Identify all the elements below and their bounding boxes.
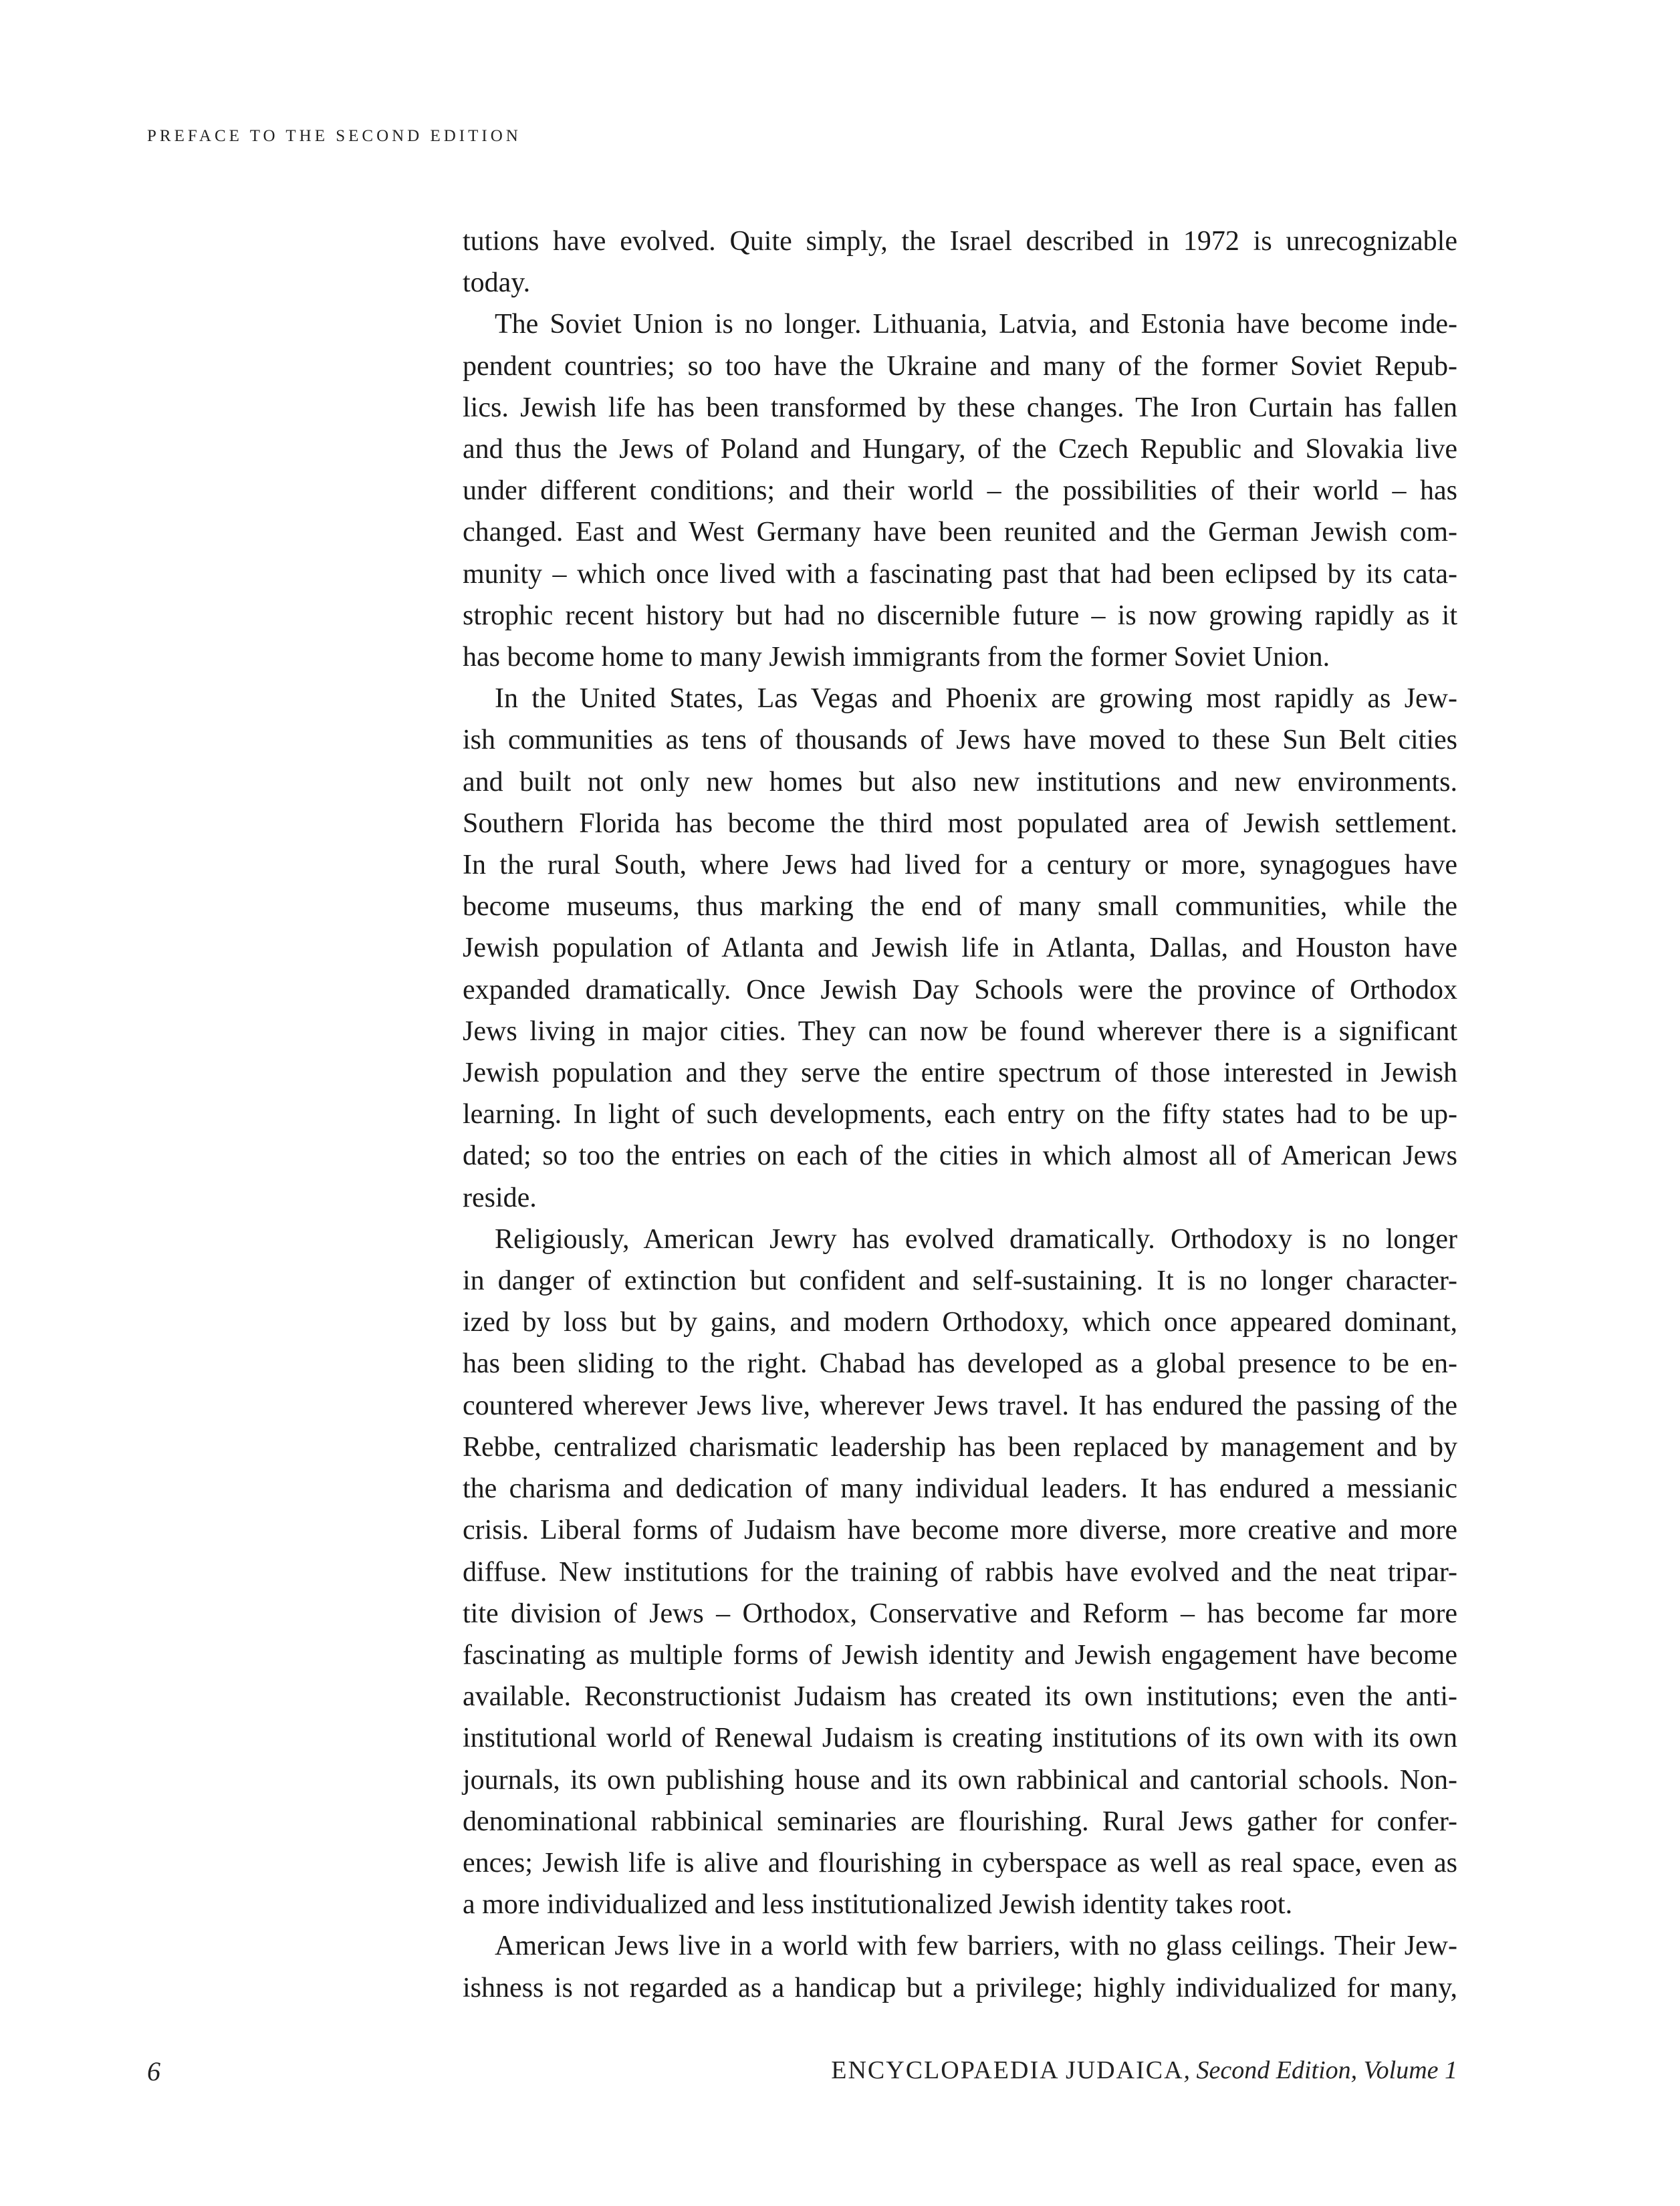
text-line: has been sliding to the right. Chabad has developed as a global presence to be en- [463, 1348, 1457, 1380]
footer-edition: , Second Edition, Volume 1 [1183, 2056, 1457, 2084]
text-line: Rebbe, centralized charismatic leadership has been replaced by management and by [463, 1431, 1457, 1463]
paragraph [463, 1219, 1457, 1925]
running-head: PREFACE TO THE SECOND EDITION [147, 127, 521, 145]
text-line: ishness is not regarded as a handicap but a privilege; highly individualized for many, [463, 1972, 1457, 2003]
paragraph [463, 303, 1457, 678]
text-line: diffuse. New institutions for the training of rabbis have evolved and the neat tripar- [463, 1556, 1457, 1588]
footer-title: ENCYCLOPAEDIA JUDAICA [831, 2056, 1184, 2084]
paragraph [463, 1925, 1457, 2008]
text-line: countered wherever Jews live, wherever Jews travel. It has endured the passing of the [463, 1390, 1457, 1421]
text-line: journals, its own publishing house and its own rabbinical and cantorial schools. Non- [463, 1764, 1457, 1796]
text-line: ences; Jewish life is alive and flourishing in cyberspace as well as real space, even as [463, 1847, 1457, 1878]
text-line: Jewish population and they serve the entire spectrum of those interested in Jewish [463, 1058, 1457, 1089]
page-number: 6 [147, 2056, 160, 2086]
text-line: denominational rabbinical seminaries are flourishing. Rural Jews gather for confer- [463, 1806, 1457, 1837]
text-line: lics. Jewish life has been transformed by these changes. The Iron Curtain has fallen [463, 392, 1457, 423]
text-line: Southern Florida has become the third most populated area of Jewish settlement. [463, 808, 1457, 839]
text-line: Jews living in major cities. They can now be found wherever there is a significant [463, 1015, 1457, 1047]
text-line: and built not only new homes but also new institutions and new environments. [463, 766, 1457, 798]
text-line: and thus the Jews of Poland and Hungary, of the Czech Republic and Slovakia live [463, 434, 1457, 465]
text-line: a more individualized and less institutionalized Jewish identity takes root. [463, 1889, 1293, 1921]
body-text [463, 221, 1457, 2009]
text-line: In the United States, Las Vegas and Phoenix are growing most rapidly as Jew- [495, 683, 1457, 715]
text-line: learning. In light of such developments, each entry on the fifty states had to be up- [463, 1099, 1457, 1130]
paragraph [463, 678, 1457, 1219]
text-line: strophic recent history but had no discernible future – is now growing rapidly as it [463, 600, 1457, 631]
text-line: become museums, thus marking the end of many small communities, while the [463, 891, 1457, 923]
text-line: In the rural South, where Jews had lived for a century or more, synagogues have [463, 850, 1457, 881]
text-line: in danger of extinction but confident and self-sustaining. It is no longer character- [463, 1265, 1457, 1297]
text-line: ish communities as tens of thousands of Jews have moved to these Sun Belt cities [463, 725, 1457, 756]
text-line: tite division of Jews – Orthodox, Conservative and Reform – has become far more [463, 1598, 1457, 1629]
text-line: today. [463, 267, 531, 299]
text-line: ized by loss but by gains, and modern Orthodoxy, which once appeared dominant, [463, 1307, 1457, 1338]
text-line: the charisma and dedication of many individual leaders. It has endured a messianic [463, 1473, 1457, 1505]
text-line: changed. East and West Germany have been reunited and the German Jewish com- [463, 517, 1457, 548]
text-line: available. Reconstructionist Judaism has created its own institutions; even the anti- [463, 1681, 1457, 1713]
text-line: has become home to many Jewish immigrants from the former Soviet Union. [463, 642, 1330, 673]
text-line: fascinating as multiple forms of Jewish identity and Jewish engagement have become [463, 1639, 1457, 1671]
text-line: crisis. Liberal forms of Judaism have become more diverse, more creative and more [463, 1515, 1457, 1546]
text-line: Jewish population of Atlanta and Jewish life in Atlanta, Dallas, and Houston have [463, 933, 1457, 964]
text-line: munity – which once lived with a fascinating past that had been eclipsed by its cata- [463, 558, 1457, 590]
text-line: dated; so too the entries on each of the cities in which almost all of American Jews [463, 1140, 1457, 1172]
text-line: The Soviet Union is no longer. Lithuania, Latvia, and Estonia have become inde- [495, 309, 1457, 340]
text-line: American Jews live in a world with few barriers, with no glass ceilings. Their Jew- [495, 1931, 1457, 1962]
paragraph [463, 221, 1457, 303]
text-line: expanded dramatically. Once Jewish Day Schools were the province of Orthodox [463, 974, 1457, 1005]
text-line: tutions have evolved. Quite simply, the Israel described in 1972 is unrecognizable [463, 226, 1457, 257]
text-line: institutional world of Renewal Judaism is creating institutions of its own with its own [463, 1723, 1457, 1754]
text-line: reside. [463, 1182, 537, 1213]
footer-publication [831, 2056, 1457, 2085]
text-line: Religiously, American Jewry has evolved dramatically. Orthodoxy is no longer [495, 1223, 1457, 1255]
text-line: under different conditions; and their world – the possibilities of their world – has [463, 475, 1457, 507]
text-line: pendent countries; so too have the Ukraine and many of the former Soviet Repub- [463, 350, 1457, 382]
